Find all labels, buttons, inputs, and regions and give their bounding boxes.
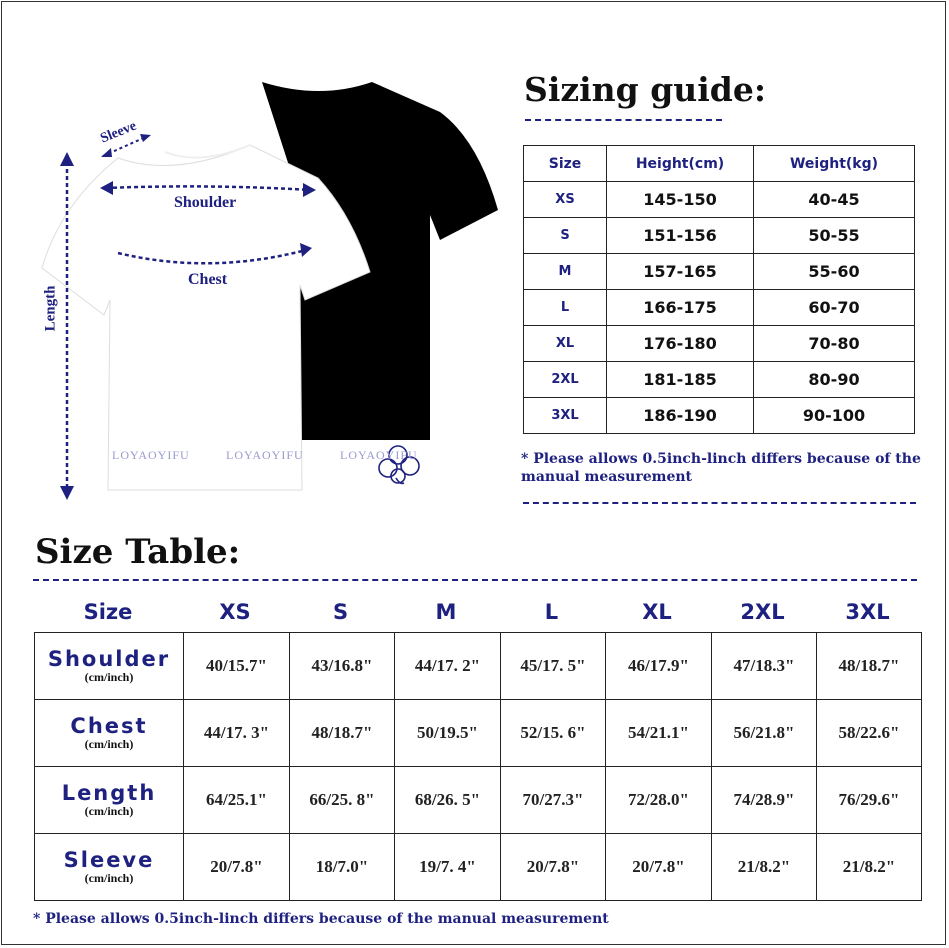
value-cell: 54/21.1" (606, 700, 712, 767)
value-cell: 56/21.8" (712, 700, 817, 767)
watermark-text: LOYAOYIFU (226, 448, 304, 462)
chest-label: Chest (188, 271, 228, 288)
value-cell: 70/27.3" (501, 767, 606, 834)
table-row (524, 182, 915, 218)
length-label: Length (42, 285, 59, 332)
size-table (34, 632, 922, 901)
sizing-guide-table (523, 145, 915, 434)
row-label: Chest (70, 714, 148, 738)
value-cell: 48/18.7" (817, 633, 922, 700)
table-row (524, 254, 915, 290)
value-cell: 68/26. 5" (395, 767, 501, 834)
shoulder-label: Shoulder (174, 194, 237, 211)
row-label-cell (35, 700, 184, 767)
value-cell: 19/7. 4" (395, 834, 501, 901)
row-label-cell (35, 834, 184, 901)
header-cell: Weight(kg) (754, 146, 915, 182)
row-unit: (cm/inch) (84, 804, 134, 818)
size-header: 3XL (845, 600, 890, 624)
height-cell: 166-175 (607, 290, 754, 326)
size-header: M (435, 600, 457, 624)
size-cell: L (524, 290, 607, 326)
value-cell: 44/17. 2" (395, 633, 501, 700)
size-header-row (34, 600, 920, 632)
row-label: Sleeve (63, 848, 155, 872)
table-row (524, 398, 915, 434)
value-cell: 20/7.8" (501, 834, 606, 901)
value-cell: 48/18.7" (290, 700, 395, 767)
weight-cell: 70-80 (754, 326, 915, 362)
row-label: Length (61, 781, 157, 805)
value-cell: 20/7.8" (184, 834, 290, 901)
size-header: XL (642, 600, 672, 624)
value-cell: 20/7.8" (606, 834, 712, 901)
row-label: Shoulder (47, 647, 171, 671)
size-cell: XL (524, 326, 607, 362)
value-cell: 44/17. 3" (184, 700, 290, 767)
weight-cell: 50-55 (754, 218, 915, 254)
height-cell: 151-156 (607, 218, 754, 254)
weight-cell: 60-70 (754, 290, 915, 326)
value-cell: 21/8.2" (712, 834, 817, 901)
height-cell: 176-180 (607, 326, 754, 362)
value-cell: 64/25.1" (184, 767, 290, 834)
value-cell: 58/22.6" (817, 700, 922, 767)
sizing-guide-title: Sizing guide: (524, 70, 767, 109)
size-table-title: Size Table: (35, 532, 241, 572)
table-row (35, 767, 922, 834)
value-cell: 40/15.7" (184, 633, 290, 700)
size-header: 2XL (740, 600, 785, 624)
weight-cell: 90-100 (754, 398, 915, 434)
height-cell: 157-165 (607, 254, 754, 290)
row-unit: (cm/inch) (84, 737, 134, 751)
size-header: L (544, 600, 559, 624)
watermark-text: LOYAOYIFU (340, 448, 418, 462)
value-cell: 43/16.8" (290, 633, 395, 700)
weight-cell: 80-90 (754, 362, 915, 398)
table-row (524, 326, 915, 362)
size-cell: 3XL (524, 398, 607, 434)
value-cell: 76/29.6" (817, 767, 922, 834)
height-cell: 145-150 (607, 182, 754, 218)
size-cell: XS (524, 182, 607, 218)
title-underline (525, 119, 722, 121)
table-row (524, 362, 915, 398)
value-cell: 52/15. 6" (501, 700, 606, 767)
value-cell: 66/25. 8" (290, 767, 395, 834)
row-unit: (cm/inch) (84, 871, 134, 885)
weight-cell: 40-45 (754, 182, 915, 218)
table-row (35, 633, 922, 700)
height-cell: 186-190 (607, 398, 754, 434)
sleeve-label: Sleeve (98, 118, 139, 147)
weight-cell: 55-60 (754, 254, 915, 290)
value-cell: 72/28.0" (606, 767, 712, 834)
value-cell: 21/8.2" (817, 834, 922, 901)
value-cell: 47/18.3" (712, 633, 817, 700)
table-row (35, 834, 922, 901)
size-cell: S (524, 218, 607, 254)
size-header: S (332, 600, 349, 624)
title-underline (33, 579, 917, 581)
value-cell: 18/7.0" (290, 834, 395, 901)
table-row (524, 218, 915, 254)
row-label-cell (35, 633, 184, 700)
size-cell: 2XL (524, 362, 607, 398)
value-cell: 74/28.9" (712, 767, 817, 834)
size-table-note: * Please allows 0.5inch-linch differs because of the manual measurement (33, 911, 609, 927)
size-cell: M (524, 254, 607, 290)
header-cell: Size (524, 146, 607, 182)
row-unit: (cm/inch) (84, 670, 134, 684)
value-cell: 50/19.5" (395, 700, 501, 767)
size-header: XS (219, 600, 251, 624)
value-cell: 45/17. 5" (501, 633, 606, 700)
tshirt-drawing (0, 0, 520, 520)
tshirt-illustration (0, 0, 520, 520)
table-row (524, 290, 915, 326)
value-cell: 46/17.9" (606, 633, 712, 700)
watermark-text: LOYAOYIFU (112, 448, 190, 462)
header-cell: Height(cm) (607, 146, 754, 182)
section-divider (523, 502, 916, 504)
row-label-cell (35, 767, 184, 834)
table-header-row (524, 146, 915, 182)
size-header-label: Size (83, 600, 133, 624)
sizing-guide-note: * Please allows 0.5inch-linch differs because of the manual measurement (521, 451, 921, 485)
table-row (35, 700, 922, 767)
height-cell: 181-185 (607, 362, 754, 398)
